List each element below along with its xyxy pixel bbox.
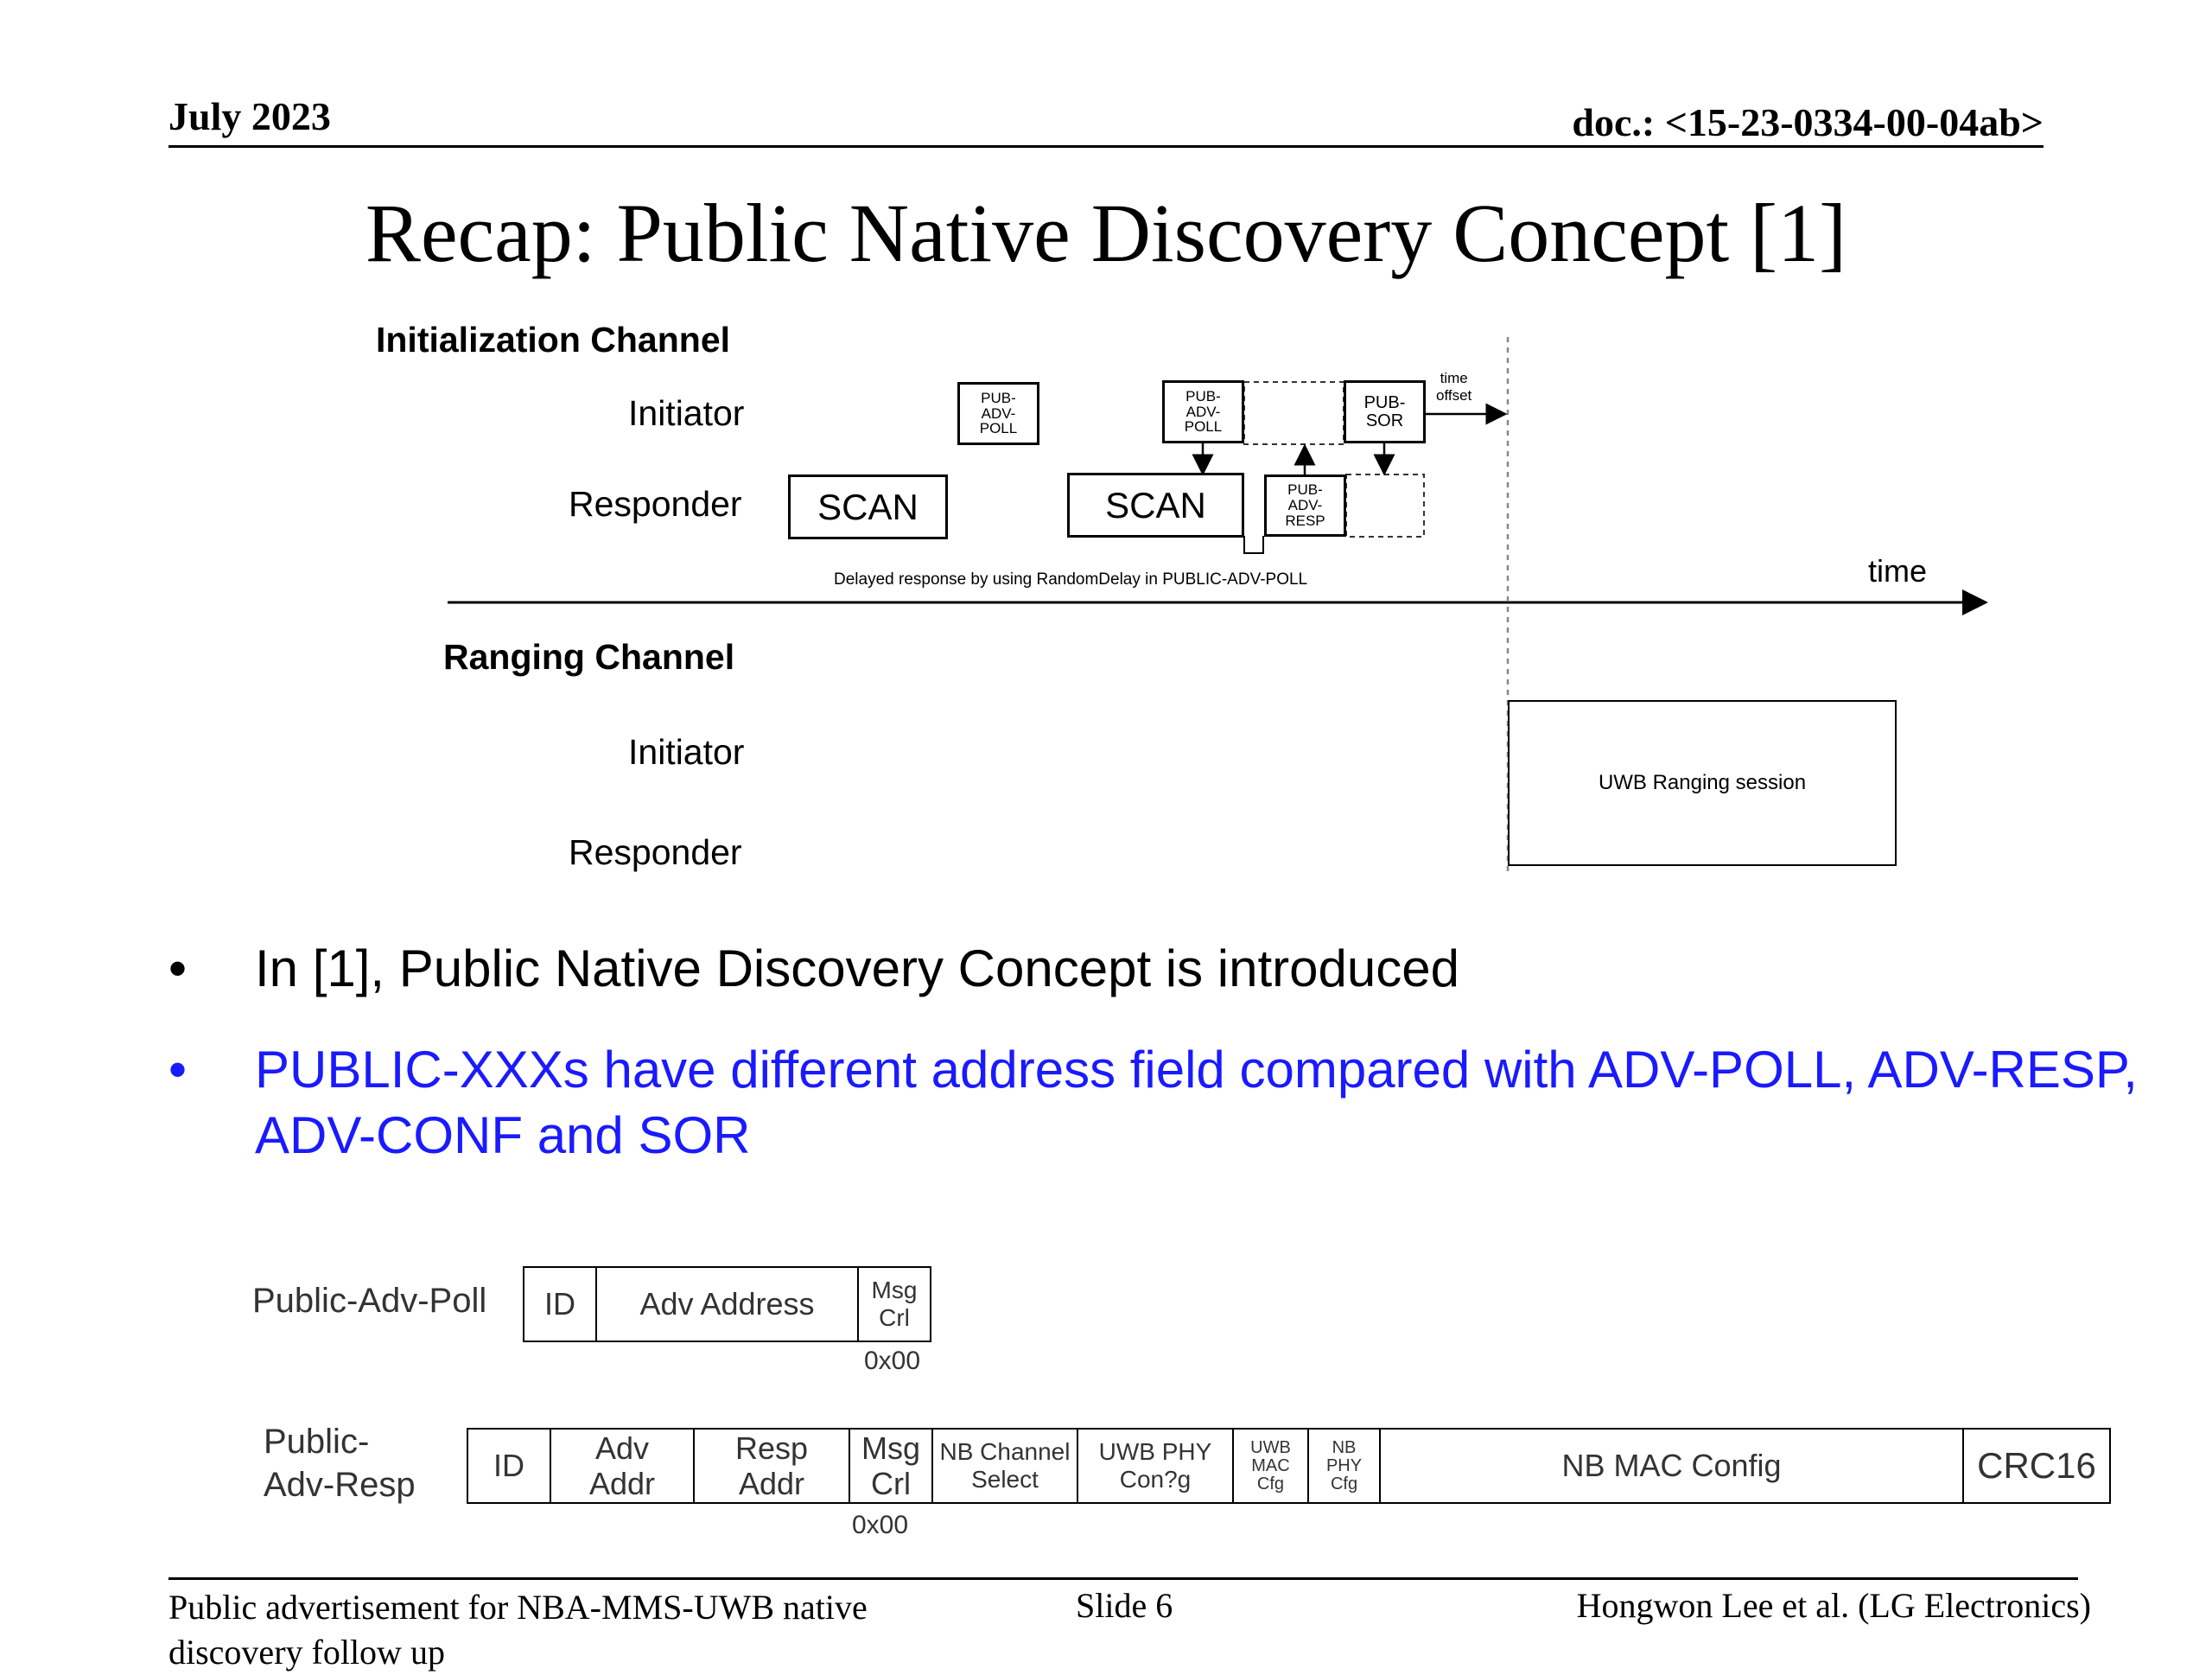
pub-adv-poll-box-1: PUB- ADV- POLL bbox=[957, 382, 1039, 445]
bullet-text: In [1], Public Native Discovery Concept is introduced bbox=[255, 939, 1459, 997]
header-doc-id: doc.: <15-23-0334-00-04ab> bbox=[1572, 100, 2044, 144]
scan-box-2: SCAN bbox=[1067, 473, 1244, 538]
footer-slide-number: Slide 6 bbox=[1076, 1586, 1173, 1625]
delay-bracket bbox=[1244, 536, 1263, 553]
resp-msg-crl-value: 0x00 bbox=[852, 1511, 909, 1539]
ranging-responder-label: Responder bbox=[569, 832, 742, 872]
resp-field-crc16: CRC16 bbox=[1962, 1428, 2111, 1504]
resp-field-nb-channel-select: NB Channel Select bbox=[931, 1428, 1078, 1504]
poll-table-label: Public-Adv-Poll bbox=[252, 1282, 487, 1320]
resp-field-uwb-mac-cfg: UWB MAC Cfg bbox=[1232, 1428, 1309, 1504]
poll-field-adv-address: Adv Address bbox=[595, 1266, 859, 1342]
time-axis-label: time bbox=[1868, 553, 1928, 589]
pub-sor-box: PUB- SOR bbox=[1344, 380, 1426, 443]
init-responder-label: Responder bbox=[569, 484, 742, 524]
resp-field-adv-addr: Adv Addr bbox=[550, 1428, 695, 1504]
bullet-marker: • bbox=[168, 1041, 188, 1099]
dashed-window-initiator bbox=[1244, 382, 1344, 444]
resp-field-msg-crl: Msg Crl bbox=[849, 1428, 933, 1504]
resp-field-id: ID bbox=[467, 1428, 551, 1504]
resp-field-uwb-phy-config: UWB PHY Con?g bbox=[1077, 1428, 1234, 1504]
bullet-text: PUBLIC-XXXs have different address field compared with ADV-POLL, ADV-RESP, ADV-CONF and SOR bbox=[255, 1041, 2138, 1164]
ranging-initiator-label: Initiator bbox=[628, 732, 745, 772]
poll-msg-crl-value: 0x00 bbox=[864, 1347, 921, 1375]
ranging-channel-label: Ranging Channel bbox=[443, 637, 735, 677]
init-initiator-label: Initiator bbox=[628, 393, 745, 433]
footer-rule bbox=[168, 1577, 2078, 1580]
poll-field-msg-crl: Msg Crl bbox=[857, 1266, 931, 1342]
pub-adv-poll-box-2: PUB- ADV- POLL bbox=[1162, 380, 1244, 443]
poll-field-id: ID bbox=[523, 1266, 597, 1342]
resp-field-resp-addr: Resp Addr bbox=[693, 1428, 850, 1504]
resp-field-nb-phy-cfg: NB PHY Cfg bbox=[1307, 1428, 1381, 1504]
resp-table-label: Public- Adv-Resp bbox=[264, 1423, 416, 1504]
header-date: July 2023 bbox=[168, 94, 331, 138]
dashed-window-responder bbox=[1346, 474, 1424, 537]
bullet-marker: • bbox=[168, 939, 188, 997]
delayed-response-note: Delayed response by using RandomDelay in PUBLIC-ADV-POLL bbox=[834, 570, 1308, 589]
footer-author: Hongwon Lee et al. (LG Electronics) bbox=[1576, 1586, 2091, 1625]
footer-left-text: Public advertisement for NBA-MMS-UWB native discovery follow up bbox=[168, 1588, 868, 1672]
scan-box-1: SCAN bbox=[788, 474, 948, 539]
resp-field-nb-mac-config: NB MAC Config bbox=[1379, 1428, 1964, 1504]
uwb-ranging-session-box: UWB Ranging session bbox=[1508, 700, 1897, 866]
time-offset-label: time offset bbox=[1436, 370, 1472, 404]
init-channel-label: Initialization Channel bbox=[376, 320, 731, 360]
slide-title: Recap: Public Native Discovery Concept [1] bbox=[365, 187, 1847, 279]
pub-adv-resp-box: PUB- ADV- RESP bbox=[1264, 474, 1346, 537]
